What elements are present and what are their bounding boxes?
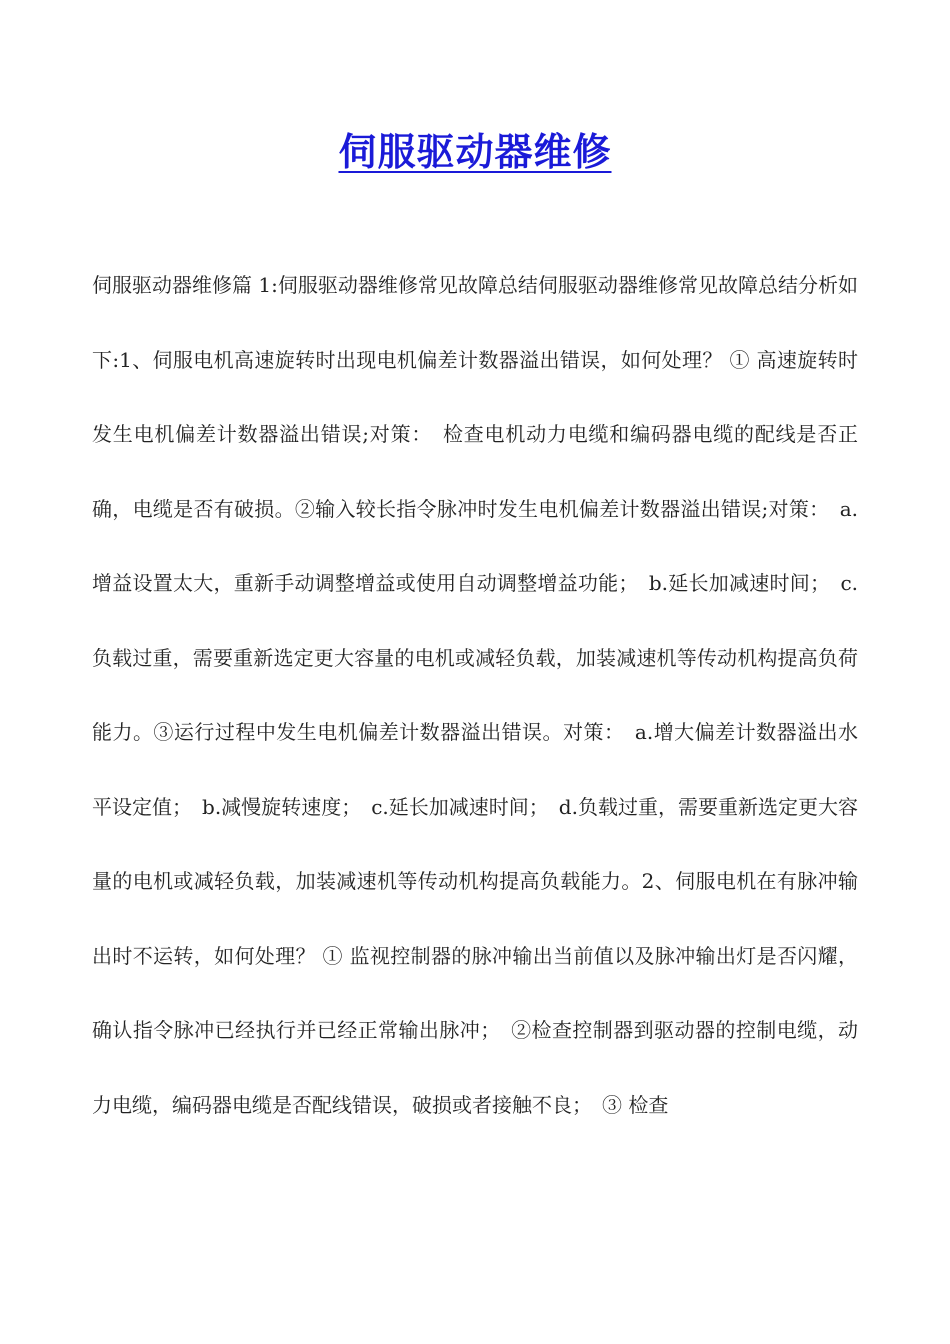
title-container bbox=[0, 124, 950, 180]
body-paragraph: 伺服驱动器维修篇 1:伺服驱动器维修常见故障总结伺服驱动器维修常见故障总结分析如下:1、伺服电机高速旋转时出现电机偏差计数器溢出错误，如何处理？ ① 高速旋转时发生电机偏差计数器溢出错误;对策： 检查电机动力电缆和编码器电缆的配线是否正确，电缆是否有破损。②输入较长指令脉冲时发生电机偏差计数器溢出错误;对策： a.增益设置太大，重新手动调整增益或使用自动调整增益功能； b.延长加减速时间； c.负载过重，需要重新选定更大容量的电机或减轻负载，加装减速机等传动机构提高负荷能力。③运行过程中发生电机偏差计数器溢出错误。对策： a.增大偏差计数器溢出水平设定值； b.减慢旋转速度； c.延长加减速时间； d.负载过重，需要重新选定更大容量的电机或减轻负载，加装减速机等传动机构提高负载能力。2、伺服电机在有脉冲输出时不运转，如何处理？ ① 监视控制器的脉冲输出当前值以及脉冲输出灯是否闪耀，确认指令脉冲已经执行并已经正常输出脉冲； ②检查控制器到驱动器的控制电缆，动力电缆，编码器电缆是否配线错误，破损或者接触不良； ③ 检查 bbox=[92, 273, 858, 1117]
document-title[interactable]: 伺服驱动器维修 bbox=[338, 129, 612, 174]
